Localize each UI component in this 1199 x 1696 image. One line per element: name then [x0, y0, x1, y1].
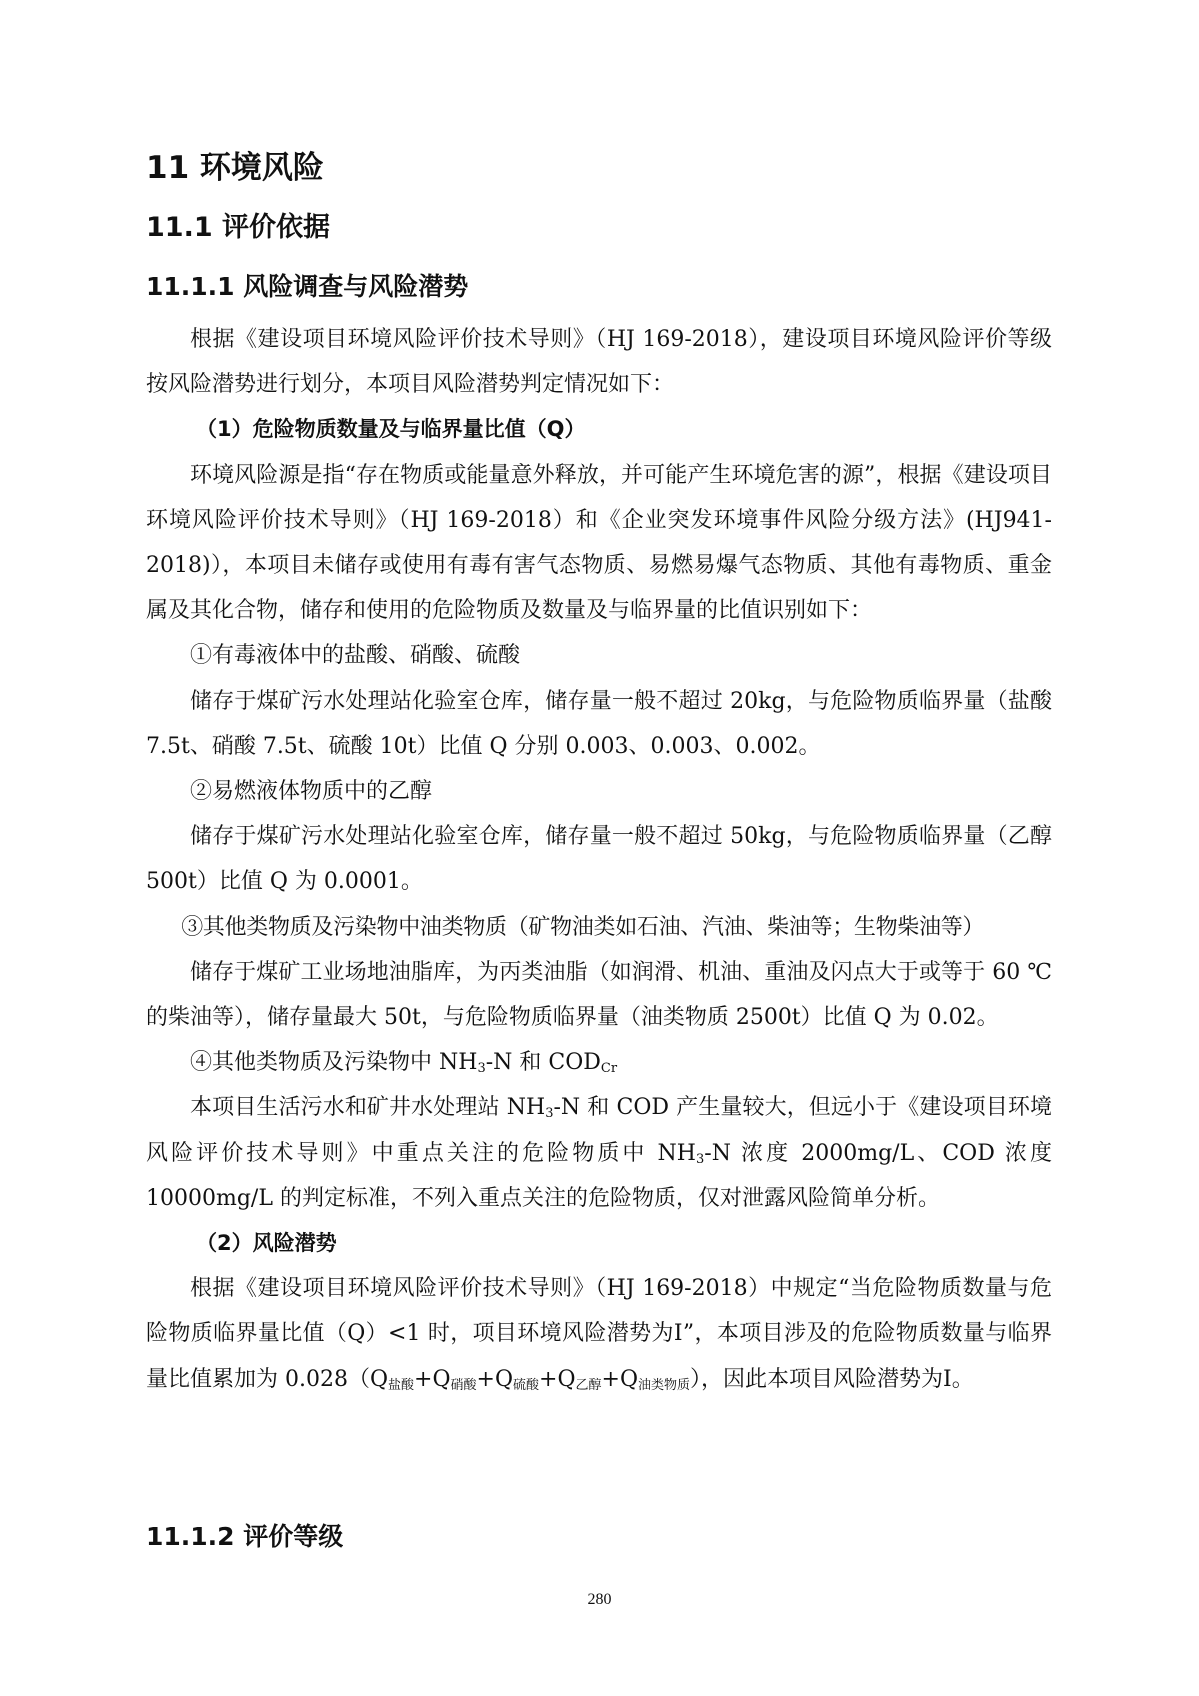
- plus-q-2: +Q: [476, 1366, 514, 1392]
- risk-source-paragraph: 环境风险源是指“存在物质或能量意外释放，并可能产生环境危害的源”，根据《建设项目环境风险评价技术导则》（HJ 169-2018）和《企业突发环境事件风险分级方法》(HJ941-2018)），本项目未储存或使用有毒有害气态物质、易燃易爆气态物质、其他有毒物质、重金属及其化合物，储存和使用的危险物质及数量及与临界量的比值识别如下：: [146, 462, 1052, 624]
- q-subscript-ethanol: 乙醇: [575, 1377, 602, 1393]
- q-subscript-oil: 油类物质: [638, 1377, 691, 1393]
- item-4-title-part-b: -N 和 COD: [485, 1050, 601, 1076]
- intro-paragraph: 根据《建设项目环境风险评价技术导则》（HJ 169-2018），建设项目环境风险评价等级按风险潜势进行划分，本项目风险潜势判定情况如下：: [146, 327, 1052, 398]
- subtitle-hazard-quantity: （1）危险物质数量及与临界量比值（Q）: [196, 417, 586, 442]
- page-number: 280: [587, 1591, 612, 1608]
- item-4-text-part-a: 本项目生活污水和矿井水处理站 NH: [190, 1095, 546, 1121]
- item-3-text: 储存于煤矿工业场地油脂库，为丙类油脂（如润滑、机油、重油及闪点大于或等于 60 ℃的柴油等），储存量最大 50t，与危险物质临界量（油类物质 2500t）比值 Q 为 0.02。: [146, 959, 1052, 1031]
- risk-potential-paragraph: [146, 1266, 1052, 1402]
- plus-q-3: +Q: [539, 1366, 576, 1392]
- body-text: [146, 317, 1052, 1402]
- item-4-title-subscript-1: 3: [477, 1061, 486, 1077]
- potential-part-b: ），因此本项目风险潜势为Ⅰ。: [690, 1366, 974, 1392]
- potential-part-a: 根据《建设项目环境风险评价技术导则》（HJ 169-2018）中规定“当危险物质数量与危险物质临界量比值（Q）<1 时，项目环境风险潜势为Ⅰ”，本项目涉及的危险物质数量与临界量比值累加为 0.028（Q: [146, 1276, 1052, 1392]
- item-4-text-subscript-1: 3: [545, 1106, 554, 1122]
- item-1-title: ①有毒液体中的盐酸、硝酸、硫酸: [190, 643, 521, 669]
- item-2-title: ②易燃液体物质中的乙醇: [190, 779, 433, 805]
- subsection-heading-assessment-level: 11.1.2 评价等级: [146, 1522, 344, 1551]
- item-4-text-subscript-2: 3: [695, 1151, 705, 1167]
- item-4-text-part-c: -N 浓度 2000mg/L、COD 浓度 10000mg/L 的判定标准，不列入重点关注的危险物质，仅对泄露风险简单分析。: [146, 1140, 1052, 1211]
- item-4-title: [146, 1040, 1052, 1085]
- plus-q-4: +Q: [601, 1366, 639, 1392]
- item-4-title-part-a: ④其他类物质及污染物中 NH: [190, 1050, 478, 1076]
- item-3-title: ③其他类物质及污染物中油类物质（矿物油类如石油、汽油、柴油等；生物柴油等）: [181, 914, 985, 940]
- item-4-title-subscript-2: Cr: [600, 1061, 618, 1077]
- item-4-text: [146, 1085, 1052, 1221]
- q-subscript-nitric: 硝酸: [450, 1377, 477, 1393]
- item-1-text: 储存于煤矿污水处理站化验室仓库，储存量一般不超过 20kg，与危险物质临界量（盐酸 7.5t、硝酸 7.5t、硫酸 10t）比值 Q 分别 0.003、0.003、0.002。: [146, 688, 1052, 759]
- plus-q-1: +Q: [414, 1366, 451, 1392]
- section-heading: 11.1 评价依据: [146, 212, 331, 243]
- subsection-heading-risk-survey: 11.1.1 风险调查与风险潜势: [146, 272, 469, 301]
- item-4-text-part-b: -N 和 COD 产生量较大，但远小于《建设项目环境风险评价技术导则》中重点关注的危险物质中 NH: [146, 1095, 1052, 1166]
- chapter-heading: 11 环境风险: [146, 150, 324, 186]
- q-subscript-hydrochloric: 盐酸: [388, 1377, 415, 1393]
- q-subscript-sulfuric: 硫酸: [513, 1377, 540, 1393]
- item-2-text: 储存于煤矿污水处理站化验室仓库，储存量一般不超过 50kg，与危险物质临界量（乙醇 500t）比值 Q 为 0.0001。: [146, 824, 1052, 895]
- subtitle-risk-potential: （2）风险潜势: [196, 1231, 337, 1256]
